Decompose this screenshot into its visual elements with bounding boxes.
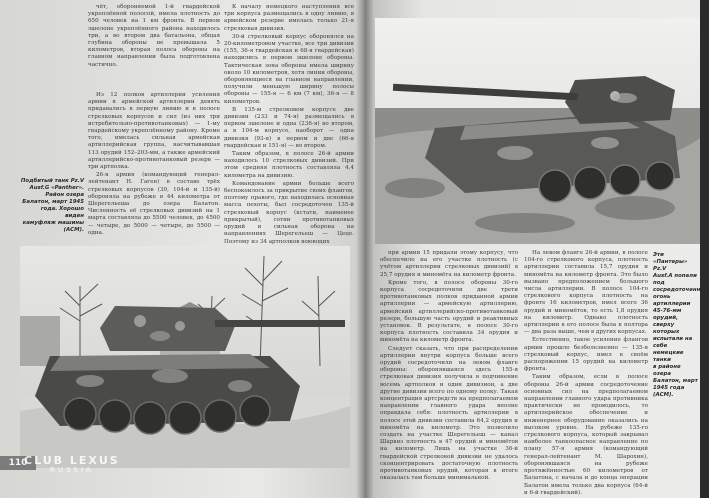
caption-line: Район озера	[45, 192, 84, 198]
caption-line: Подбитый танк Pz.V	[20, 178, 84, 184]
paragraph: На левом фланге 26-й армии, в полосе 104-го стрелкового корпуса, плотность артиллерии составила 15,7 орудия и миномёта на километр фронта. Это было вызвано предположением большого числа артиллерии. В полосе 104-го стрелкового корпуса плотность на фронте 16 километров, имел всего 36 орудий и миномётов, то есть 1,8 орудия на километр. Однако плотность артиллерии в его полосе была в полтора — два раза выше, чем в других корпусах.	[524, 250, 648, 336]
paragraph: Командование армии больше всего беспокоилось за прикрытие своих флангов, поэтому правого, где находилась основная масса пехоты, был сосредоточен 135-й стрелковый корпус (кстати, наименее прикрытый), сотни противотанковых орудий и сильная оборона на направлениях Шерегельеш — Цеце. Поэтому из 34 артполков воюющих	[224, 180, 354, 245]
paragraph: Таким образом, если в полосе обороны 26-й армии сосредоточение основных сил на предполагаемом направлении главного удара противника практически не проводилось, то артиллерийское обеспечение и инженерное оборудование оказались на высоком уровне. На рубеже 135-го стрелкового корпуса, который закрывал наиболее танкоопасное направление по плану 57-я армия (командующий генерал-лейтенант М. Шарохин), оборонявшаяся на рубеже протяжённостью 60 километров от Балатона, с начала и до конца операции Балатон имела только два корпуса (64-й и 6-й гвардейский).	[524, 374, 648, 496]
tank-photo-right	[375, 18, 700, 244]
tank-photo-left	[20, 246, 350, 468]
paragraph: Естественно, такое усиление флангов армии прошло безболезненно — 135-я стрелковый корпус, имел в своём распоряжении 15 орудий на километр фронта.	[524, 337, 648, 373]
caption-line: испытали на себе	[653, 336, 693, 349]
left-column-1-bottom	[88, 92, 220, 240]
paragraph: К началу немецкого наступления все три корпуса размещались в одну линию, в армейском резерве имелась только 21-я стрелковая дивизия.	[224, 4, 354, 32]
left-column-2	[224, 4, 354, 245]
paragraph: Следует сказать, что при распределении артиллерии внутри корпуса больше всего орудий сосредоточили на левом фланге обороны: оборонявшаяся здесь 155-я стрелковая дивизия получила в подчинение восемь артполков и один дивизион, а две другие дивизии всего по одному полку. Такая концентрация артсредств на предполагаемом направлении главного удара вполне оправдала себя: плотность артиллерии в полосе этой дивизии составила 64,2 орудия и миномёта на километр. Это позволило создать на участке Шерегельеш — канал Шарвиз плотность в 47 орудий и миномётов на километр. Лишь на участке 36-й гвардейской стрелковой дивизии не удалось сконцентрировать достаточную плотность противотанковых орудий, которая в итоге оказалась там больше минимальной.	[380, 345, 518, 482]
left-column-1-top	[88, 4, 220, 89]
watermark-line2: RUSSIA	[49, 466, 94, 474]
book-gutter	[356, 0, 374, 498]
caption-line: камуфляж машины	[22, 220, 84, 226]
caption-line: Балатон, март 1945	[22, 199, 84, 205]
paragraph: при армии 15 придали этому корпусу, что обеспечило на его участке плотность (с учётом артиллерии стрелковых дивизий) в 25,7 орудия и миномёта на километр фронта.	[380, 250, 518, 278]
caption-line: 1945 года (АСМ).	[653, 385, 685, 398]
paragraph: Таким образом, в полосе 26-й армии находилось 10 стрелковых дивизий. При этом средняя плотность составляла 4,4 километра на дивизию.	[224, 151, 354, 179]
right-column-2	[524, 250, 648, 494]
caption-line: Балатон, март	[653, 378, 698, 384]
watermark	[24, 454, 120, 474]
caption-line: Эти «Пантеры» Pz.V	[653, 252, 688, 272]
paragraph: чёт, обороняемой 1-й гвардейской укреплённой полосой, имела плотность до 650 человек на 1 км фронта. В первом эшелоне укреплённого района находилось три, а во втором два батальона, общая глубина обороны не превышала 5 километров, вторая полоса обороны на главном направлении была подготовлена частично.	[88, 4, 220, 68]
caption-line: в районе озера	[653, 364, 681, 377]
left-photo-caption	[20, 178, 84, 234]
caption-line: немецкие танки	[653, 350, 684, 363]
right-page	[365, 0, 709, 498]
paragraph: Из 12 полков артиллерии усиления армии в армейской артиллерии девять придавались в первую линию и в полосе стрелковых корпусов и сил (из них три истребительно-противотанковых) — 1-му гвардейскому укреплённому району. Кроме того, имелась сильная армейская артиллерийская группа, насчитывавшая 113 орудий 152–203-мм, а также армейский артиллерийско-противотанковый резерв — три артполка.	[88, 92, 220, 171]
caption-line: (АСМ).	[63, 227, 84, 233]
caption-line: сосредоточенный огонь	[653, 287, 709, 300]
caption-line: орудий, сверху	[653, 315, 679, 328]
watermark-line1: CLUB LEXUS	[24, 454, 120, 467]
right-photo-caption	[653, 252, 709, 399]
paragraph: 26-я армия (командующий генерал-лейтенант Н. Гаген) в составе трёх стрелковых корпусов (30, 104-й и 135-й) обороняла на рубеже в 44 километра от Шерегельеша до озера Балатон. Численность её стрелковых дивизий на 1 марта составляла до 5500 человек, до 4500 — четыре, до 5000 — четыре, до 5500 — одна.	[88, 172, 220, 236]
caption-line: которых	[653, 329, 680, 335]
caption-line: артиллерии 45-76-мм	[653, 301, 691, 314]
page-number: 110	[0, 456, 36, 470]
right-column-1	[380, 250, 518, 494]
paragraph: В 135-м стрелковом корпусе две дивизии (233 и 74-я) размещались в первом эшелоне и одна (236-я) во втором, а в 104-м корпусе, наоборот — одна дивизия (93-я) в первом и две (66-я гвардейская и 151-я) — во втором.	[224, 106, 354, 149]
caption-line: Ausf.A попали под	[653, 273, 697, 286]
caption-line: Ausf.G «Panther».	[29, 185, 84, 191]
caption-line: года. Хорошо виден	[40, 206, 84, 219]
paragraph: 30-й стрелковый корпус оборонялся на 20-километровом участке, все три дивизии (155, 36-я гвардейская и 68-я гвардейская) находились в первом эшелоне обороны. Тактическая зона обороны имела ширину около 10 километров, хотя линии обороны, обороняющиеся на главном направлении, получили меньшую ширину полосы обороны — 155-я — 6 км (7 км), 36-я — 8 километров.	[224, 33, 354, 105]
paragraph: Кроме того, в полосе обороны 30-го корпуса сосредоточили две трети противотанковых полков приданной армии артиллерии — армейскую артиллерию, армейский артиллерийско-противотанковый резерв, большую часть орудий и реактивных установок. В результате, в полосе 30-го корпуса плотность составила 34 орудия и миномёта на километр фронта.	[380, 279, 518, 344]
